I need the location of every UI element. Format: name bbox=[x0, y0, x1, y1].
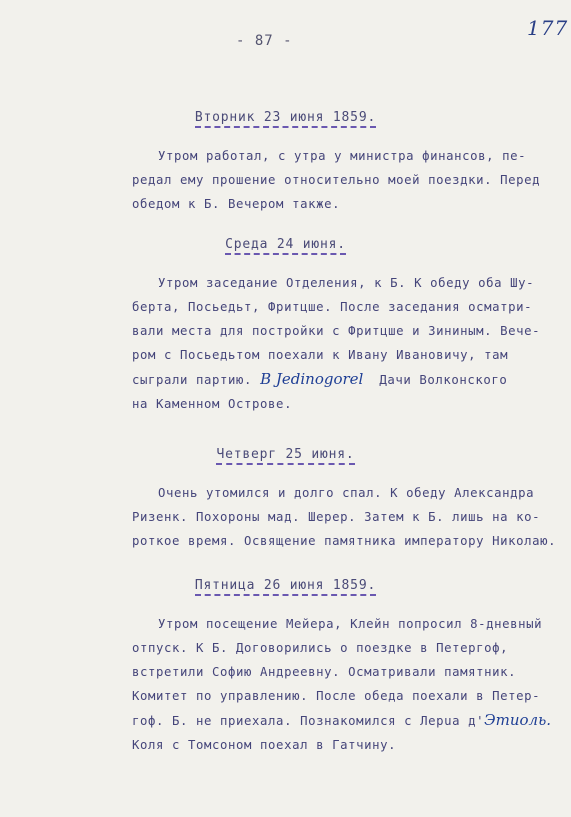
entry-body bbox=[0, 144, 571, 216]
text-fragment: сыграли партию. bbox=[132, 373, 253, 387]
heading-text: Среда 24 июня. bbox=[225, 237, 346, 255]
handwritten-insert: Этиоль. bbox=[484, 711, 552, 729]
text-line: Очень утомился и долго спал. К обеду Александра bbox=[158, 486, 535, 500]
entry-heading bbox=[0, 110, 571, 128]
handwritten-insert: В Jedinogorel bbox=[260, 370, 364, 388]
text-line: Ризенк. Похороны мад. Шерер. Затем к Б. лишь на ко- bbox=[132, 510, 541, 524]
text-line: Утром работал, с утра у министра финансов, пе- bbox=[158, 149, 527, 163]
diary-entry bbox=[0, 578, 571, 757]
text-line: роткое время. Освящение памятника императору Николаю. bbox=[132, 534, 557, 548]
text-line: Утром посещение Мейера, Клейн попросил 8-дневный bbox=[158, 617, 543, 631]
text-fragment: гоф. Б. не приехала. Познакомился с Лерua д' bbox=[132, 714, 485, 728]
heading-text: Четверг 25 июня. bbox=[216, 447, 354, 465]
folio-number: 177 bbox=[527, 16, 569, 40]
entry-body bbox=[0, 271, 571, 416]
entry-body bbox=[0, 481, 571, 553]
text-line: ром с Посьедьтом поехали к Ивану Ивановичу, там bbox=[132, 348, 509, 362]
page-number: - 87 - bbox=[236, 33, 293, 49]
entry-body bbox=[0, 612, 571, 757]
text-line: Комитет по управлению. После обеда поехали в Петер- bbox=[132, 689, 541, 703]
text-line-with-insert bbox=[0, 708, 571, 733]
text-line: редал ему прошение относительно моей поездки. Перед bbox=[132, 173, 541, 187]
text-fragment: Дачи Волконского bbox=[379, 373, 508, 387]
heading-text: Вторник 23 июня 1859. bbox=[195, 110, 376, 128]
diary-entry bbox=[0, 110, 571, 216]
diary-entry bbox=[0, 237, 571, 416]
text-line: встретили Софию Андреевну. Осматривали памятник. bbox=[132, 665, 517, 679]
diary-entry bbox=[0, 447, 571, 553]
text-line: вали места для постройки с Фритцше и Зининым. Вече- bbox=[132, 324, 541, 338]
text-line: обедом к Б. Вечером также. bbox=[132, 197, 341, 211]
text-line-with-insert bbox=[0, 367, 571, 392]
text-line: Коля с Томсоном поехал в Гатчину. bbox=[132, 738, 397, 752]
entry-heading bbox=[0, 237, 571, 255]
text-line: на Каменном Острове. bbox=[132, 397, 293, 411]
text-line: отпуск. К Б. Договорились о поездке в Петергоф, bbox=[132, 641, 509, 655]
entry-heading bbox=[0, 447, 571, 465]
text-line: берта, Посьедьт, Фритцше. После заседания осматри- bbox=[132, 300, 533, 314]
text-line: Утром заседание Отделения, к Б. К обеду оба Шу- bbox=[158, 276, 535, 290]
entry-heading bbox=[0, 578, 571, 596]
heading-text: Пятница 26 июня 1859. bbox=[195, 578, 376, 596]
